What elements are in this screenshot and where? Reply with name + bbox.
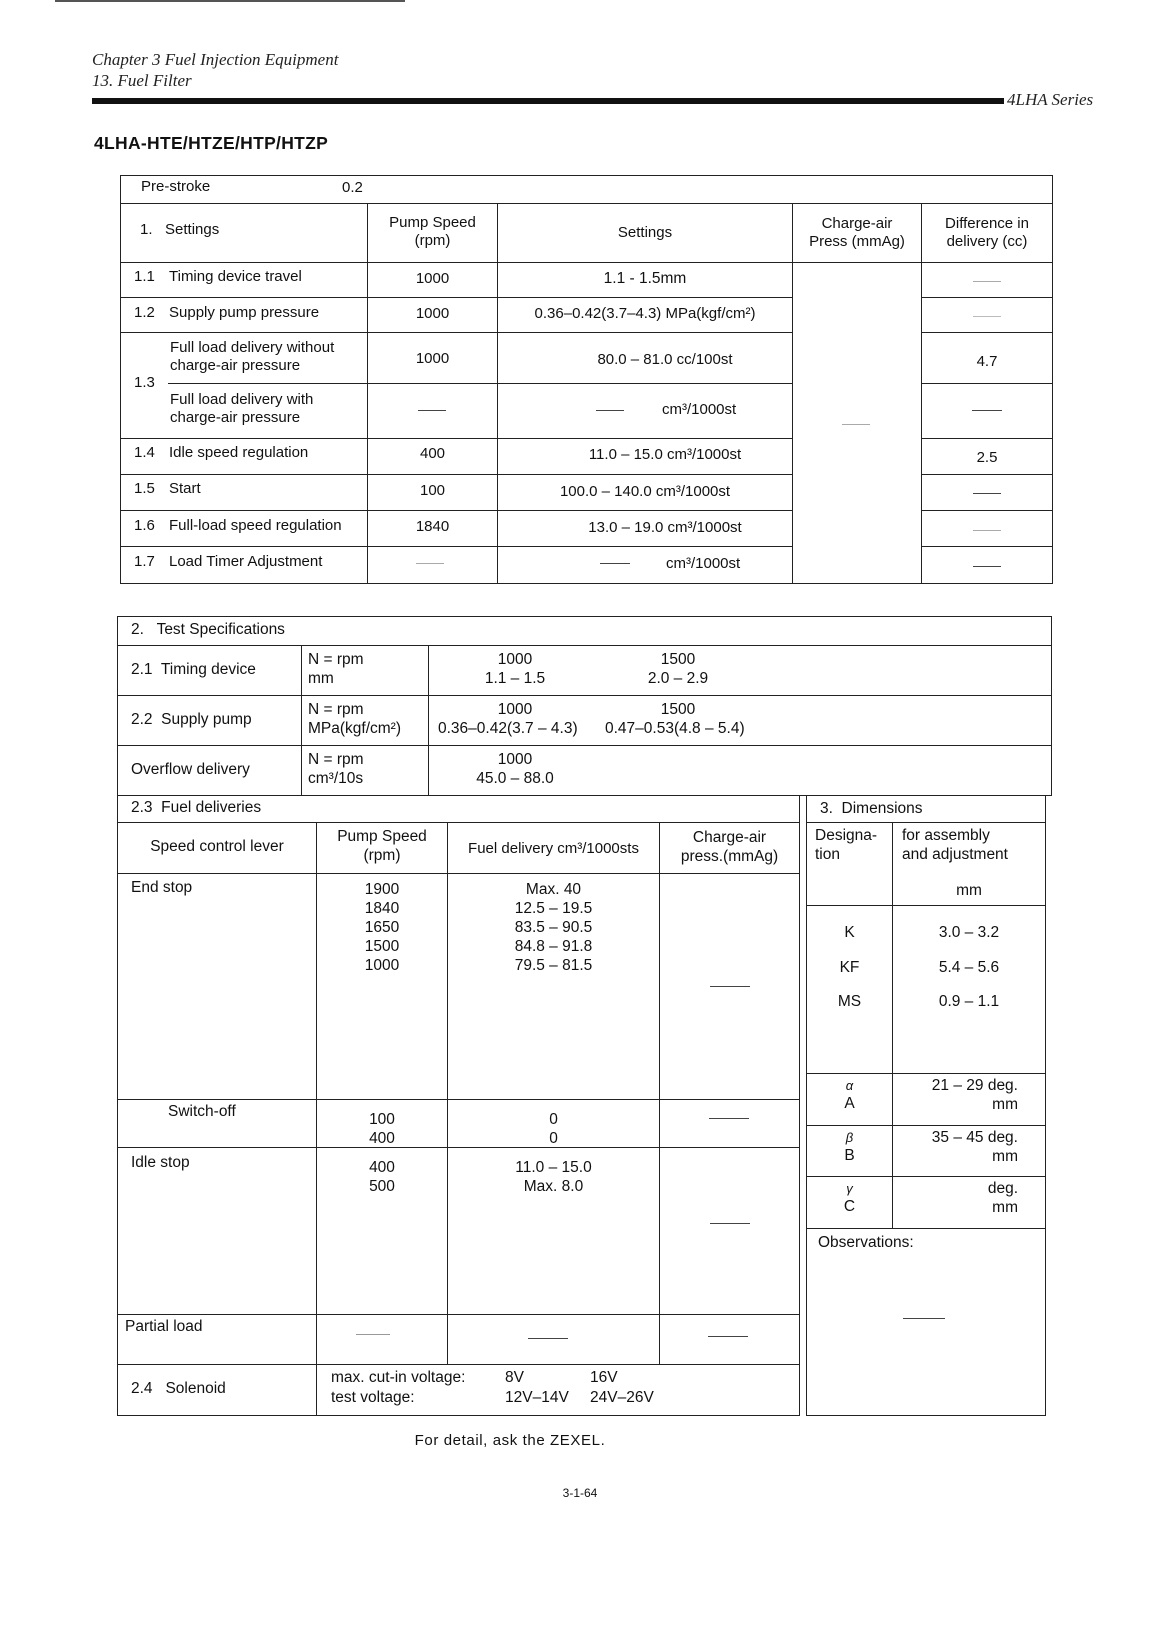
- delivery-value: 0: [549, 1111, 558, 1128]
- delivery-value: 0: [549, 1130, 558, 1147]
- row-label: Load Timer Adjustment: [169, 553, 323, 570]
- row-label: Overflow delivery: [131, 761, 250, 778]
- row-label: 2.1 Timing device: [131, 661, 256, 678]
- test-voltage-label: test voltage:: [331, 1389, 415, 1406]
- col-lever-header: Speed control lever: [150, 838, 284, 855]
- dash: [528, 1338, 568, 1339]
- row-number: 1.7: [134, 553, 155, 570]
- dimensions-title: 3. Dimensions: [820, 800, 923, 817]
- dash: [708, 1336, 748, 1337]
- row-unit: MPa(kgf/cm²): [308, 720, 401, 737]
- dim-name: C: [843, 1198, 856, 1215]
- col-value-header: for assembly: [902, 827, 990, 844]
- dash: [973, 566, 1001, 567]
- col-settings-value-header: Settings: [617, 224, 673, 241]
- cutin-label: max. cut-in voltage:: [331, 1369, 466, 1386]
- speed-value: 1500: [364, 938, 400, 955]
- row-label: Timing device travel: [169, 268, 302, 285]
- delivery-value: Max. 40: [525, 881, 582, 898]
- cutin-24v: 16V: [590, 1369, 618, 1386]
- cutin-12v: 8V: [505, 1369, 524, 1386]
- row-label: Full load delivery without: [170, 339, 335, 356]
- rpm-value: 1500: [660, 651, 696, 668]
- model-title: 4LHA-HTE/HTZE/HTP/HTZP: [94, 133, 329, 153]
- dash: [972, 410, 1002, 411]
- dash: [600, 563, 630, 564]
- row-label: Idle stop: [131, 1154, 190, 1171]
- rpm-value: 1000: [497, 651, 533, 668]
- delivery-value: 84.8 – 91.8: [514, 938, 593, 955]
- row-speed: 1000: [415, 305, 450, 322]
- dim-value: 5.4 – 5.6: [938, 959, 1000, 976]
- row-number: 1.5: [134, 480, 155, 497]
- beta-symbol: β: [845, 1130, 854, 1145]
- col-settings-header: 1. Settings: [140, 221, 220, 238]
- row-unit: N = rpm: [308, 701, 364, 718]
- dim-deg: 21 – 29 deg.: [931, 1077, 1018, 1094]
- dash: [710, 1223, 750, 1224]
- charge-air-dash: [842, 424, 870, 425]
- dash: [418, 410, 446, 411]
- spec-value: 0.47–0.53(4.8 – 5.4): [605, 720, 745, 737]
- row-value: 11.0 – 15.0 cm³/1000st: [588, 446, 742, 463]
- delivery-value: 83.5 – 90.5: [514, 919, 593, 936]
- observations-dash: [903, 1318, 945, 1319]
- dim-name: MS: [837, 993, 862, 1010]
- delivery-value: 79.5 – 81.5: [514, 957, 593, 974]
- col-designation-header-2: tion: [815, 846, 840, 863]
- col-designation-header: Designa-: [815, 827, 878, 844]
- dim-mm: mm: [992, 1199, 1018, 1216]
- spec-value: 2.0 – 2.9: [647, 670, 709, 687]
- delivery-value: 11.0 – 15.0: [515, 1159, 592, 1176]
- row-number: 1.3: [134, 374, 155, 391]
- row-label: 2.4 Solenoid: [131, 1380, 226, 1397]
- spec-value: 1.1 – 1.5: [484, 670, 546, 687]
- dash: [416, 563, 444, 564]
- row-unit: mm: [308, 670, 334, 687]
- row-value-unit: cm³/1000st: [666, 555, 741, 572]
- row-label: Full-load speed regulation: [169, 517, 342, 534]
- col-unit: mm: [956, 882, 982, 899]
- row-value: 80.0 – 81.0 cc/100st: [597, 351, 733, 368]
- speed-value: 400: [369, 1159, 395, 1176]
- gamma-symbol: γ: [846, 1181, 853, 1196]
- dim-deg: 35 – 45 deg.: [931, 1129, 1018, 1146]
- row-speed: 100: [419, 482, 446, 499]
- dash: [973, 281, 1001, 282]
- pre-stroke-value: 0.2: [342, 179, 363, 196]
- row-label: 2.2 Supply pump: [131, 711, 252, 728]
- dim-name: A: [844, 1095, 855, 1112]
- row-label: Start: [169, 480, 201, 497]
- row-label: Idle speed regulation: [169, 444, 309, 461]
- row-label: Full load delivery with: [170, 391, 314, 408]
- section-title: 13. Fuel Filter: [92, 71, 192, 90]
- speed-value: 1000: [364, 957, 400, 974]
- speed-value: 500: [369, 1178, 395, 1195]
- row-number: 1.1: [134, 268, 155, 285]
- col-charge-unit: press.(mmAg): [680, 848, 779, 865]
- row-unit: N = rpm: [308, 651, 364, 668]
- row-speed: 1840: [415, 518, 450, 535]
- row-value: 0.36–0.42(3.7–4.3) MPa(kgf/cm²): [534, 305, 756, 322]
- dim-deg: deg.: [987, 1180, 1018, 1197]
- col-charge-header: Charge-air: [692, 829, 767, 846]
- header-rule: [92, 98, 1004, 104]
- dim-value: 0.9 – 1.1: [938, 993, 1000, 1010]
- row-value-unit: cm³/1000st: [662, 401, 737, 418]
- observations-label: Observations:: [818, 1234, 914, 1251]
- row-label: charge-air pressure: [170, 409, 301, 426]
- row-diff: 4.7: [976, 353, 998, 370]
- dim-mm: mm: [992, 1096, 1018, 1113]
- speed-value: 100: [369, 1111, 395, 1128]
- test-24v: 24V–26V: [590, 1389, 654, 1406]
- dim-mm: mm: [992, 1148, 1018, 1165]
- test-12v: 12V–14V: [505, 1389, 569, 1406]
- col-charge-air-unit: Press (mmAg): [809, 233, 905, 250]
- row-speed: 1000: [415, 350, 450, 367]
- rpm-value: 1000: [497, 751, 533, 768]
- row-label: End stop: [131, 879, 193, 896]
- dash: [596, 410, 624, 411]
- row-value: 1.1 - 1.5mm: [603, 270, 687, 287]
- row-label: Supply pump pressure: [169, 304, 320, 321]
- test-spec-title: 2. Test Specifications: [131, 621, 285, 638]
- spec-value: 45.0 – 88.0: [476, 770, 554, 787]
- speed-value: 1840: [364, 900, 400, 917]
- row-label: Partial load: [125, 1318, 203, 1335]
- row-label: Switch-off: [168, 1103, 236, 1120]
- row-speed: 400: [419, 445, 446, 462]
- spec-value: 0.36–0.42(3.7 – 4.3): [438, 720, 578, 737]
- chapter-title: Chapter 3 Fuel Injection Equipment: [92, 50, 339, 69]
- row-value: 100.0 – 140.0 cm³/1000st: [559, 483, 731, 500]
- row-unit: N = rpm: [308, 751, 364, 768]
- dash: [973, 316, 1001, 317]
- dash: [973, 530, 1001, 531]
- dim-name: B: [844, 1147, 855, 1164]
- col-value-header-2: and adjustment: [902, 846, 1008, 863]
- dim-name: K: [844, 924, 855, 941]
- rpm-value: 1500: [660, 701, 696, 718]
- col-speed-unit: (rpm): [363, 847, 401, 864]
- fuel-deliveries-title: 2.3 Fuel deliveries: [131, 799, 262, 816]
- page-number: 3-1-64: [562, 1486, 598, 1500]
- dash: [709, 1118, 749, 1119]
- alpha-symbol: α: [845, 1078, 854, 1093]
- dash: [973, 493, 1001, 494]
- dash: [710, 986, 750, 987]
- rpm-value: 1000: [497, 701, 533, 718]
- row-number: 1.4: [134, 444, 155, 461]
- row-speed: 1000: [415, 270, 450, 287]
- series-label: 4LHA Series: [1007, 90, 1094, 109]
- pre-stroke-label: Pre-stroke: [141, 178, 211, 195]
- speed-value: 400: [369, 1130, 395, 1147]
- col-charge-air-header: Charge-air: [821, 215, 893, 232]
- row-unit: cm³/10s: [308, 770, 364, 787]
- top-rule: [55, 0, 405, 2]
- dim-name: KF: [839, 959, 860, 976]
- col-difference-unit: delivery (cc): [946, 233, 1028, 250]
- footer-note: For detail, ask the ZEXEL.: [414, 1432, 606, 1449]
- col-speed-header: Pump Speed: [337, 828, 427, 845]
- col-delivery-header: Fuel delivery cm³/1000sts: [468, 840, 639, 857]
- row-label: charge-air pressure: [170, 357, 301, 374]
- row-value: 13.0 – 19.0 cm³/1000st: [588, 519, 742, 536]
- dim-value: 3.0 – 3.2: [938, 924, 1000, 941]
- row-diff: 2.5: [976, 449, 998, 466]
- row-number: 1.2: [134, 304, 155, 321]
- col-difference-header: Difference in: [945, 215, 1029, 232]
- speed-value: 1650: [364, 919, 400, 936]
- col-pump-speed-header: Pump Speed: [389, 214, 476, 231]
- row-number: 1.6: [134, 517, 155, 534]
- speed-value: 1900: [364, 881, 400, 898]
- delivery-value: 12.5 – 19.5: [514, 900, 593, 917]
- delivery-value: Max. 8.0: [523, 1178, 584, 1195]
- dash: [356, 1334, 390, 1335]
- col-pump-speed-unit: (rpm): [414, 232, 451, 249]
